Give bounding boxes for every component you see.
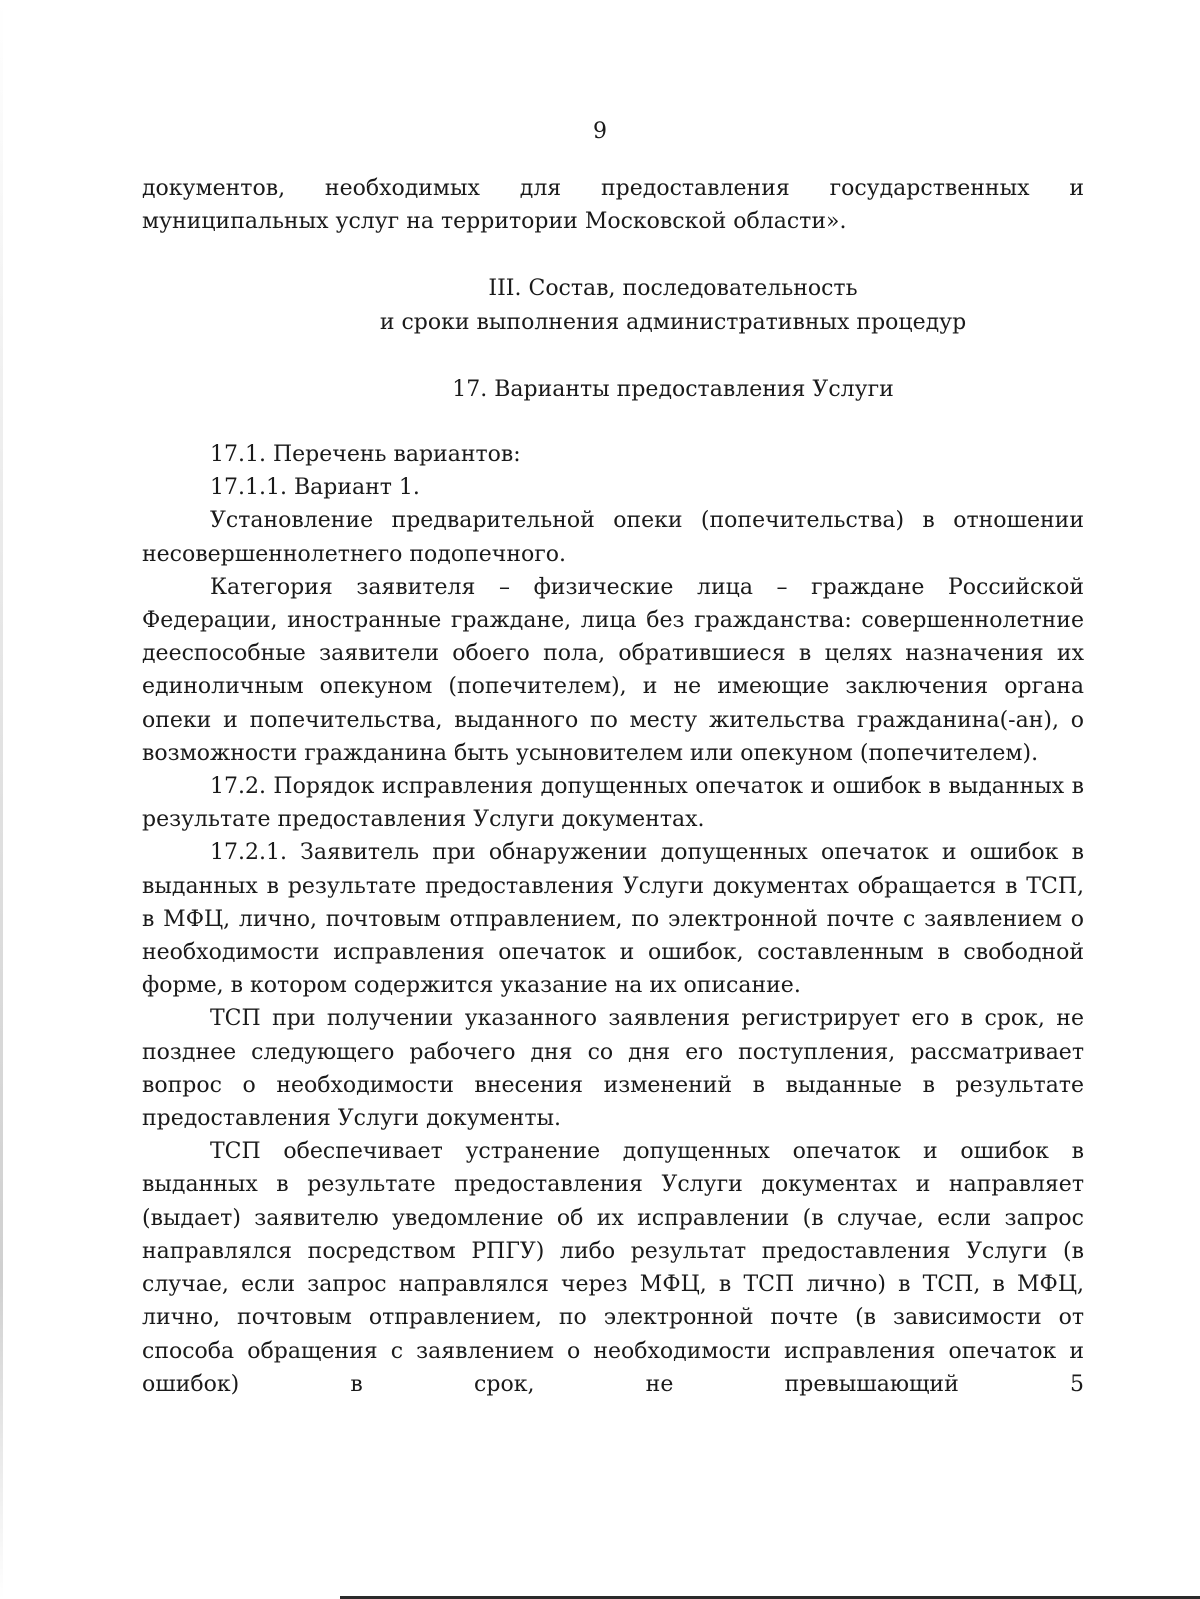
page-body bbox=[142, 172, 1084, 1401]
scan-left-edge bbox=[0, 0, 3, 1599]
paragraph-17-1: 17.1. Перечень вариантов: bbox=[210, 442, 521, 468]
section-heading-line1: III. Состав, последовательность bbox=[488, 276, 858, 302]
paragraph-tsp-registers: ТСП при получении указанного заявления регистрирует его в срок, не позднее следующего рабочего дня со дня его поступления, рассматривает вопрос о необходимости внесения изменений в выданные в результате предоставления Услуги документы. bbox=[142, 1006, 1084, 1132]
paragraph-17-2-1: 17.2.1. Заявитель при обнаружении допущенных опечаток и ошибок в выданных в результате предоставления Услуги документах обращается в ТСП, в МФЦ, лично, почтовым отправлением, по электронной почте с заявлением о необходимости исправления опечаток и ошибок, составленным в свободной форме, в котором содержится указание на их описание. bbox=[142, 840, 1084, 999]
paragraph-variant-description: Установление предварительной опеки (попечительства) в отношении несовершеннолетнего подопечного. bbox=[142, 508, 1084, 567]
paragraph-17-1-1: 17.1.1. Вариант 1. bbox=[210, 475, 420, 501]
section-heading-line2: и сроки выполнения административных процедур bbox=[379, 309, 967, 335]
subsection-heading: 17. Варианты предоставления Услуги bbox=[452, 376, 894, 402]
intro-paragraph: документов, необходимых для предоставления государственных и муниципальных услуг на территории Московской области». bbox=[142, 176, 1084, 235]
paragraph-tsp-ensures: ТСП обеспечивает устранение допущенных опечаток и ошибок в выданных в результате предоставления Услуги документах и направляет (выдает) заявителю уведомление об их исправлении (в случае, если запрос направлялся посредством РПГУ) либо результат предоставления Услуги (в случае, если запрос направлялся через МФЦ, в ТСП лично) в ТСП, в МФЦ, лично, почтовым отправлением, по электронной почте (в зависимости от способа обращения с заявлением о необходимости исправления опечаток и ошибок) в срок, не превышающий 5 bbox=[142, 1139, 1084, 1397]
paragraph-applicant-category: Категория заявителя – физические лица – граждане Российской Федерации, иностранные граждане, лица без гражданства: совершеннолетние дееспособные заявители обоего пола, обратившиеся в целях назначения их единоличным опекуном (попечителем), и не имеющие заключения органа опеки и попечительства, выданного по месту жительства гражданина(-ан), о возможности гражданина быть усыновителем или опекуном (попечителем). bbox=[142, 574, 1084, 766]
page-number: 9 bbox=[593, 119, 607, 144]
paragraph-17-2: 17.2. Порядок исправления допущенных опечаток и ошибок в выданных в результате предоставления Услуги документах. bbox=[142, 774, 1084, 833]
